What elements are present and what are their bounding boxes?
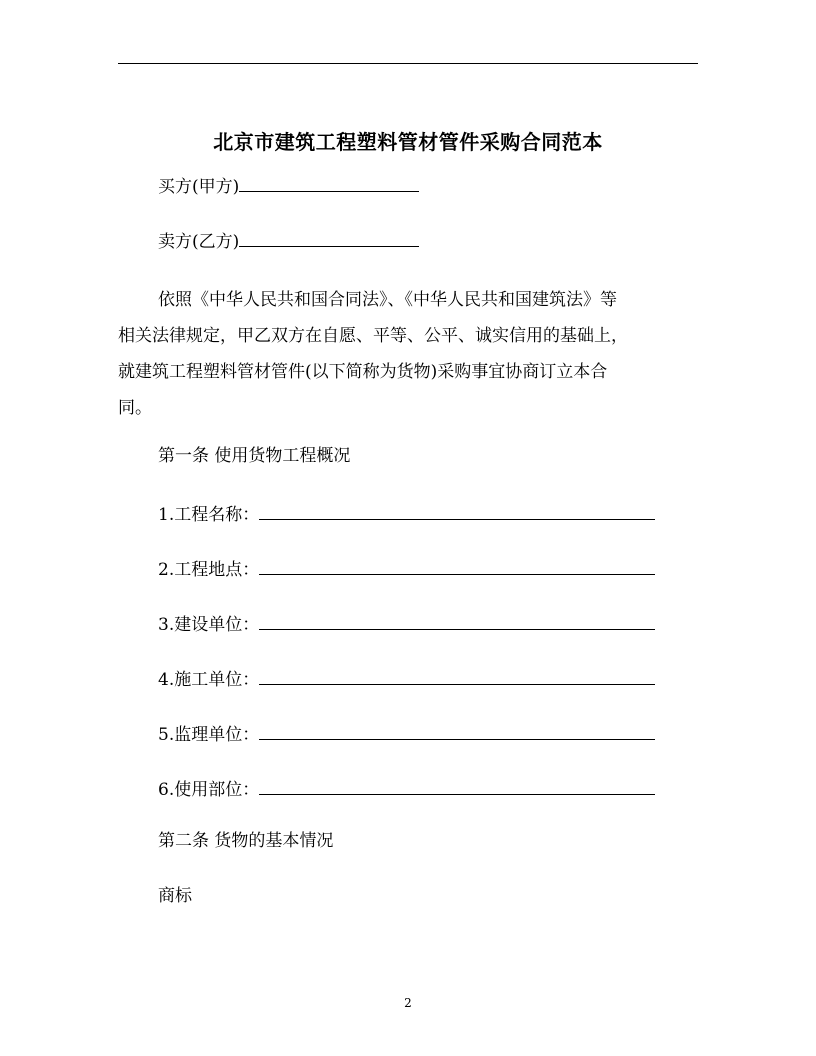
document-title: 北京市建筑工程塑料管材管件采购合同范本	[213, 130, 603, 154]
seller-line	[158, 228, 419, 252]
construction-unit-line	[158, 611, 655, 635]
project-location-blank[interactable]	[259, 556, 655, 575]
buyer-label: 买方(甲方)	[158, 177, 240, 197]
contractor-label: 4.施工单位：	[158, 670, 260, 690]
project-name-label: 1.工程名称：	[158, 505, 260, 525]
header-rule	[118, 63, 698, 64]
project-location-label: 2.工程地点：	[158, 560, 260, 580]
supervisor-label: 5.监理单位：	[158, 725, 260, 745]
usage-part-line	[158, 776, 655, 800]
intro-line: 就建筑工程塑料管材管件(以下简称为货物)采购事宜协商订立本合	[118, 362, 608, 382]
project-name-line	[158, 501, 655, 525]
project-location-line	[158, 556, 655, 580]
usage-part-label: 6.使用部位：	[158, 780, 260, 800]
contractor-line	[158, 666, 655, 690]
trademark-label: 商标	[158, 886, 192, 906]
construction-unit-blank[interactable]	[259, 611, 655, 630]
seller-blank[interactable]	[239, 228, 419, 247]
article1-heading: 第一条 使用货物工程概况	[158, 446, 351, 466]
seller-label: 卖方(乙方)	[158, 232, 240, 252]
usage-part-blank[interactable]	[259, 776, 655, 795]
intro-line: 相关法律规定，甲乙双方在自愿、平等、公平、诚实信用的基础上，	[118, 326, 628, 346]
project-name-blank[interactable]	[259, 501, 655, 520]
supervisor-blank[interactable]	[259, 721, 655, 740]
intro-line: 同。	[118, 398, 152, 418]
intro-line: 依照《中华人民共和国合同法》、《中华人民共和国建筑法》等	[158, 290, 617, 310]
page-number: 2	[404, 996, 412, 1010]
intro-paragraph	[118, 282, 698, 426]
article2-heading: 第二条 货物的基本情况	[158, 831, 334, 851]
supervisor-line	[158, 721, 655, 745]
buyer-blank[interactable]	[239, 173, 419, 192]
construction-unit-label: 3.建设单位：	[158, 615, 260, 635]
buyer-line	[158, 173, 419, 197]
contractor-blank[interactable]	[259, 666, 655, 685]
